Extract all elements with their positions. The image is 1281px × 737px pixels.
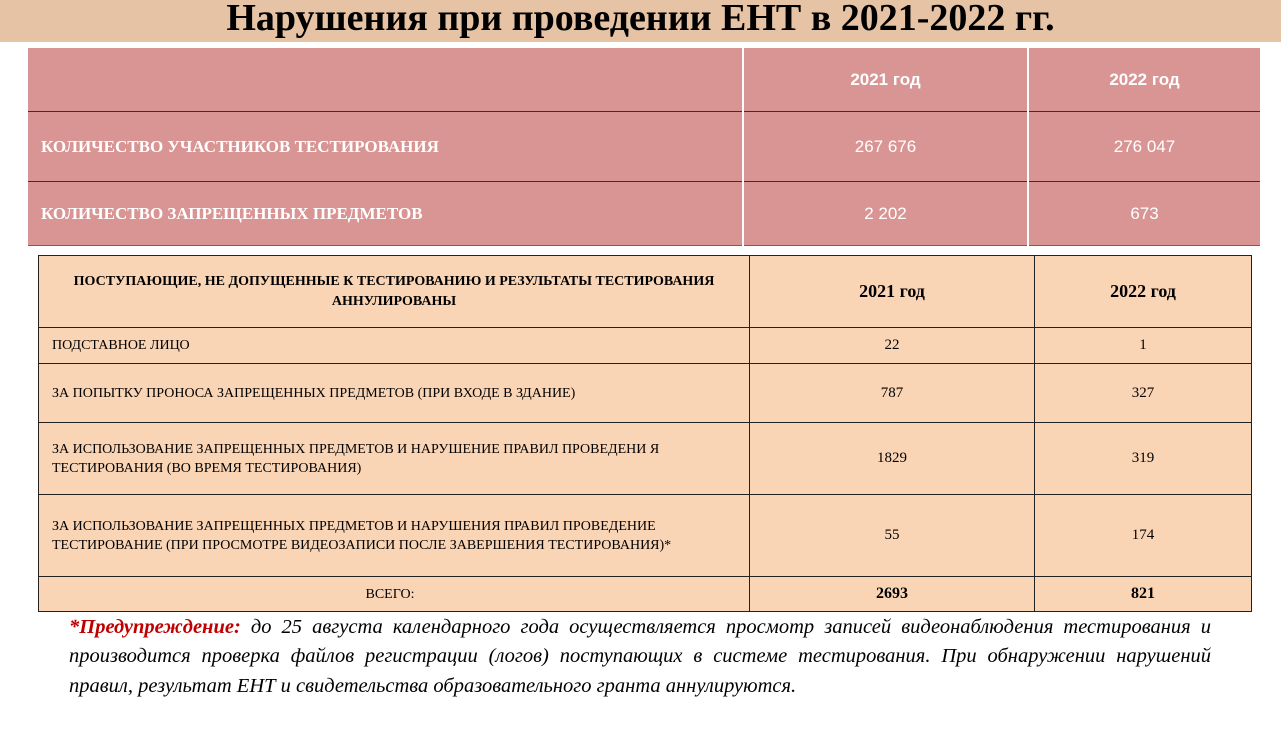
warning-prefix: *Предупреждение: bbox=[69, 616, 241, 638]
warning-note bbox=[69, 613, 1211, 701]
violation-cell-2021: 55 bbox=[750, 495, 1035, 577]
total-cell-2021: 2693 bbox=[750, 577, 1035, 612]
violation-label: ЗА ИСПОЛЬЗОВАНИЕ ЗАПРЕЩЕННЫХ ПРЕДМЕТОВ И НАРУШЕНИЕ ПРАВИЛ ПРОВЕДЕНИ Я ТЕСТИРОВАНИЯ (ВО ВРЕМЯ ТЕСТИРОВАНИЯ) bbox=[39, 423, 750, 495]
summary-header-empty bbox=[28, 48, 743, 112]
summary-row-participants bbox=[28, 112, 1260, 182]
summary-cell-2021: 2 202 bbox=[743, 182, 1028, 246]
violation-cell-2021: 1829 bbox=[750, 423, 1035, 495]
violation-label: ЗА ПОПЫТКУ ПРОНОСА ЗАПРЕЩЕННЫХ ПРЕДМЕТОВ (ПРИ ВХОДЕ В ЗДАНИЕ) bbox=[39, 364, 750, 423]
summary-row-label: КОЛИЧЕСТВО ЗАПРЕЩЕННЫХ ПРЕДМЕТОВ bbox=[28, 182, 743, 246]
total-label: ВСЕГО: bbox=[39, 577, 750, 612]
table-row bbox=[39, 423, 1252, 495]
violations-header-row bbox=[39, 256, 1252, 328]
violations-table bbox=[38, 255, 1252, 612]
table-row bbox=[39, 328, 1252, 364]
violations-header-label: ПОСТУПАЮЩИЕ, НЕ ДОПУЩЕННЫЕ К ТЕСТИРОВАНИЮ И РЕЗУЛЬТАТЫ ТЕСТИРОВАНИЯ АННУЛИРОВАНЫ bbox=[39, 256, 750, 328]
page-title: Нарушения при проведении ЕНТ в 2021-2022 гг. bbox=[226, 0, 1055, 39]
total-cell-2022: 821 bbox=[1035, 577, 1252, 612]
summary-header-2022: 2022 год bbox=[1028, 48, 1260, 112]
violation-cell-2022: 327 bbox=[1035, 364, 1252, 423]
violation-cell-2022: 1 bbox=[1035, 328, 1252, 364]
violations-header-2022: 2022 год bbox=[1035, 256, 1252, 328]
summary-row-label: КОЛИЧЕСТВО УЧАСТНИКОВ ТЕСТИРОВАНИЯ bbox=[28, 112, 743, 182]
violation-label: ЗА ИСПОЛЬЗОВАНИЕ ЗАПРЕЩЕННЫХ ПРЕДМЕТОВ И НАРУШЕНИЯ ПРАВИЛ ПРОВЕДЕНИЕ ТЕСТИРОВАНИЕ (ПРИ ПРОСМОТРЕ ВИДЕОЗАПИСИ ПОСЛЕ ЗАВЕРШЕНИЯ ТЕСТИРОВАНИЯ)* bbox=[39, 495, 750, 577]
summary-cell-2021: 267 676 bbox=[743, 112, 1028, 182]
summary-row-prohibited-items bbox=[28, 182, 1260, 246]
total-row bbox=[39, 577, 1252, 612]
table-row bbox=[39, 364, 1252, 423]
violation-cell-2021: 22 bbox=[750, 328, 1035, 364]
table-row bbox=[39, 495, 1252, 577]
summary-cell-2022: 673 bbox=[1028, 182, 1260, 246]
summary-header-row bbox=[28, 48, 1260, 112]
violation-label: ПОДСТАВНОЕ ЛИЦО bbox=[39, 328, 750, 364]
warning-text: до 25 августа календарного года осуществляется просмотр записей видеонаблюдения тестирования и производится проверка файлов регистрации (логов) поступающих в системе тестирования. При обнаружении нарушений правил, результат ЕНТ и свидетельства образовательного гранта аннулируются. bbox=[69, 616, 1211, 697]
summary-header-2021: 2021 год bbox=[743, 48, 1028, 112]
violations-header-2021: 2021 год bbox=[750, 256, 1035, 328]
violation-cell-2021: 787 bbox=[750, 364, 1035, 423]
summary-cell-2022: 276 047 bbox=[1028, 112, 1260, 182]
violation-cell-2022: 174 bbox=[1035, 495, 1252, 577]
violation-cell-2022: 319 bbox=[1035, 423, 1252, 495]
summary-table bbox=[28, 48, 1260, 246]
